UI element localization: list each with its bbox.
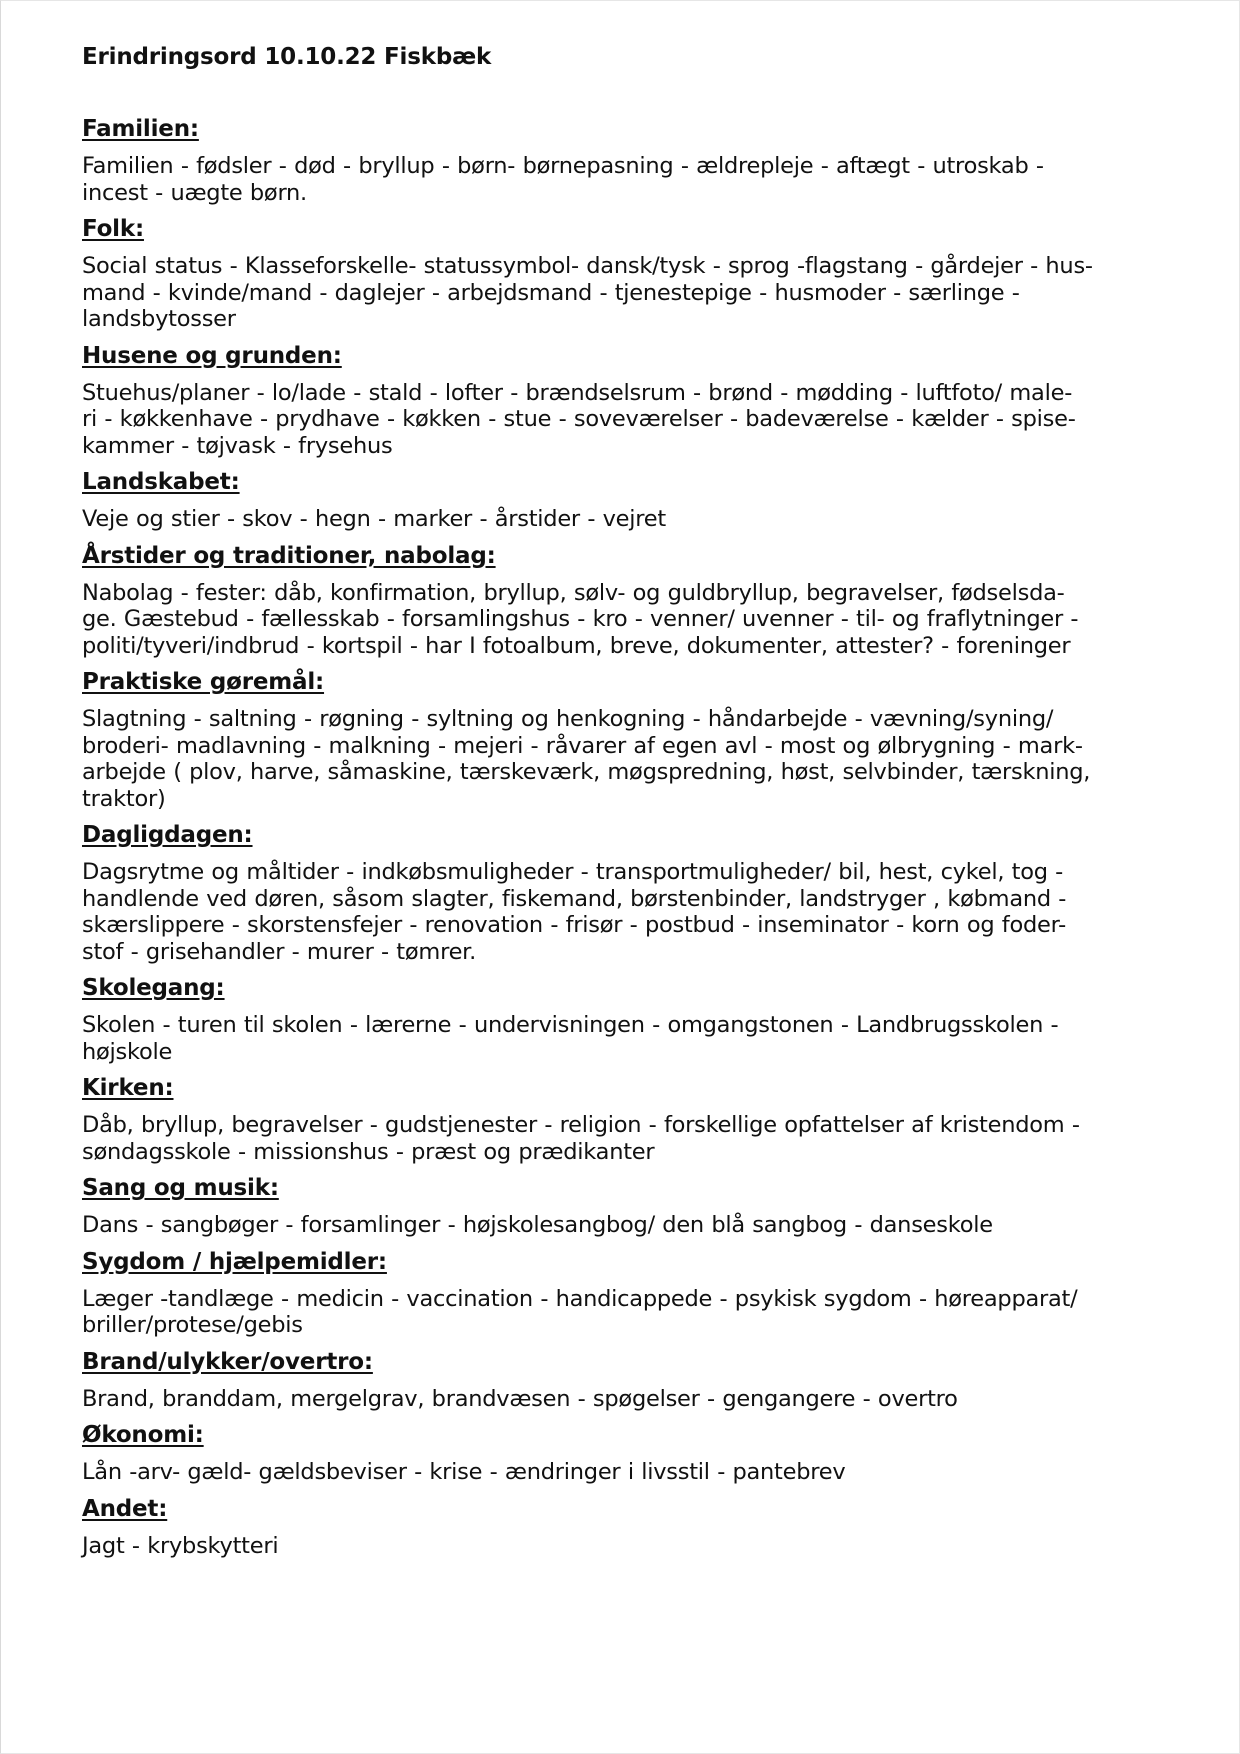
- section-body: [82, 580, 1172, 660]
- section-body: [82, 506, 1172, 533]
- section: [82, 1494, 1172, 1560]
- section-body: [82, 253, 1172, 333]
- section-heading: Brand/ulykker/overtro:: [82, 1348, 373, 1375]
- section-body-line: traktor): [82, 785, 166, 812]
- section: [82, 341, 1172, 460]
- section: [82, 1347, 1172, 1413]
- section-body-line: Veje og stier - skov - hegn - marker - årstider - vejret: [82, 506, 666, 532]
- section-body-line: højskole: [82, 1038, 173, 1065]
- section-body-line: søndagsskole - missionshus - præst og prædikanter: [82, 1138, 655, 1165]
- section-body-line: mand - kvinde/mand - daglejer - arbejdsmand - tjenestepige - husmoder - særlinge -: [82, 279, 1020, 306]
- section-heading: Skolegang:: [82, 975, 225, 1001]
- section-body-line: skærslippere - skorstensfejer - renovation - frisør - postbud - inseminator - korn og foder-: [82, 912, 1067, 938]
- section-body-line: Jagt - krybskytteri: [82, 1532, 279, 1559]
- section-body-line: ge. Gæstebud - fællesskab - forsamlingshus - kro - venner/ uvenner - til- og fraflytninger -: [82, 606, 1079, 632]
- section: [82, 1073, 1172, 1165]
- document-title: Erindringsord 10.10.22 Fiskbæk: [82, 44, 492, 70]
- section-body-line: ri - køkkenhave - prydhave - køkken - stue - soveværelser - badeværelse - kælder - spise-: [82, 406, 1076, 432]
- section-body-line: Slagtning - saltning - røgning - syltning og henkogning - håndarbejde - vævning/syning/: [82, 706, 1054, 732]
- section-body: [82, 1286, 1172, 1339]
- section: [82, 820, 1172, 965]
- section-body-line: incest - uægte børn.: [82, 179, 307, 206]
- section-heading: Praktiske gøremål:: [82, 669, 325, 695]
- section-body-line: handlende ved døren, såsom slagter, fiskemand, børstenbinder, landstryger , købmand -: [82, 885, 1067, 912]
- section-heading: Økonomi:: [82, 1422, 204, 1448]
- section-body-line: Dagsrytme og måltider - indkøbsmuligheder - transportmuligheder/ bil, hest, cykel, tog -: [82, 859, 1064, 885]
- section: [82, 1173, 1172, 1239]
- section-body: [82, 1533, 1172, 1560]
- section-body-line: Skolen - turen til skolen - lærerne - undervisningen - omgangstonen - Landbrugsskolen -: [82, 1012, 1059, 1038]
- section-heading: Familien:: [82, 116, 199, 142]
- section-body: [82, 1012, 1172, 1065]
- section: [82, 541, 1172, 660]
- section-body-line: Lån -arv- gæld- gældsbeviser - krise - ændringer i livsstil - pantebrev: [82, 1459, 846, 1485]
- section-heading: Andet:: [82, 1495, 168, 1522]
- section-body-line: stof - grisehandler - murer - tømrer.: [82, 938, 477, 965]
- section-body-line: kammer - tøjvask - frysehus: [82, 432, 393, 459]
- section: [82, 973, 1172, 1065]
- section: [82, 214, 1172, 333]
- section-body-line: Læger -tandlæge - medicin - vaccination - handicappede - psykisk sygdom - høreapparat/: [82, 1285, 1078, 1312]
- section-heading: Sygdom / hjælpemidler:: [82, 1248, 387, 1275]
- section-heading: Årstider og traditioner, nabolag:: [82, 542, 496, 569]
- section-body-line: Stuehus/planer - lo/lade - stald - lofter - brændselsrum - brønd - mødding - luftfoto/ male-: [82, 379, 1073, 406]
- section: [82, 467, 1172, 533]
- section-body-line: arbejde ( plov, harve, såmaskine, tærskeværk, møgspredning, høst, selvbinder, tærskning,: [82, 759, 1091, 785]
- section-body-line: landsbytosser: [82, 306, 236, 332]
- section-heading: Dagligdagen:: [82, 822, 253, 848]
- section-body: [82, 1459, 1172, 1486]
- section-body-line: politi/tyveri/indbrud - kortspil - har I fotoalbum, breve, dokumenter, attester? - foreninger: [82, 632, 1071, 659]
- section-body-line: briller/protese/gebis: [82, 1312, 303, 1338]
- section-body: [82, 859, 1172, 965]
- section-body: [82, 1112, 1172, 1165]
- section-body-line: Familien - fødsler - død - bryllup - børn- børnepasning - ældrepleje - aftægt - utroskab -: [82, 153, 1044, 179]
- sections-container: [82, 114, 1172, 1559]
- section-body-line: Social status - Klasseforskelle- statussymbol- dansk/tysk - sprog -flagstang - gårdejer - hus-: [82, 253, 1093, 279]
- section: [82, 1247, 1172, 1339]
- section-body-line: Dans - sangbøger - forsamlinger - højskolesangbog/ den blå sangbog - danseskole: [82, 1212, 993, 1238]
- section-body: [82, 706, 1172, 812]
- section-body-line: Dåb, bryllup, begravelser - gudstjenester - religion - forskellige opfattelser af kristendom -: [82, 1112, 1080, 1138]
- section: [82, 114, 1172, 206]
- document-body: [82, 44, 1172, 1567]
- section-body: [82, 153, 1172, 206]
- section-body-line: broderi- madlavning - malkning - mejeri - råvarer af egen avl - most og ølbrygning - mark-: [82, 732, 1083, 759]
- section-heading: Kirken:: [82, 1075, 174, 1101]
- section-body: [82, 380, 1172, 460]
- section-heading: Sang og musik:: [82, 1175, 279, 1201]
- section-body-line: Brand, branddam, mergelgrav, brandvæsen - spøgelser - gengangere - overtro: [82, 1385, 958, 1412]
- section-body: [82, 1386, 1172, 1413]
- section-body: [82, 1212, 1172, 1239]
- section-body-line: Nabolag - fester: dåb, konfirmation, bryllup, sølv- og guldbryllup, begravelser, fødselsda-: [82, 579, 1065, 606]
- section: [82, 1420, 1172, 1486]
- section-heading: Husene og grunden:: [82, 342, 342, 369]
- section-heading: Folk:: [82, 216, 144, 242]
- section-heading: Landskabet:: [82, 469, 240, 495]
- section: [82, 667, 1172, 812]
